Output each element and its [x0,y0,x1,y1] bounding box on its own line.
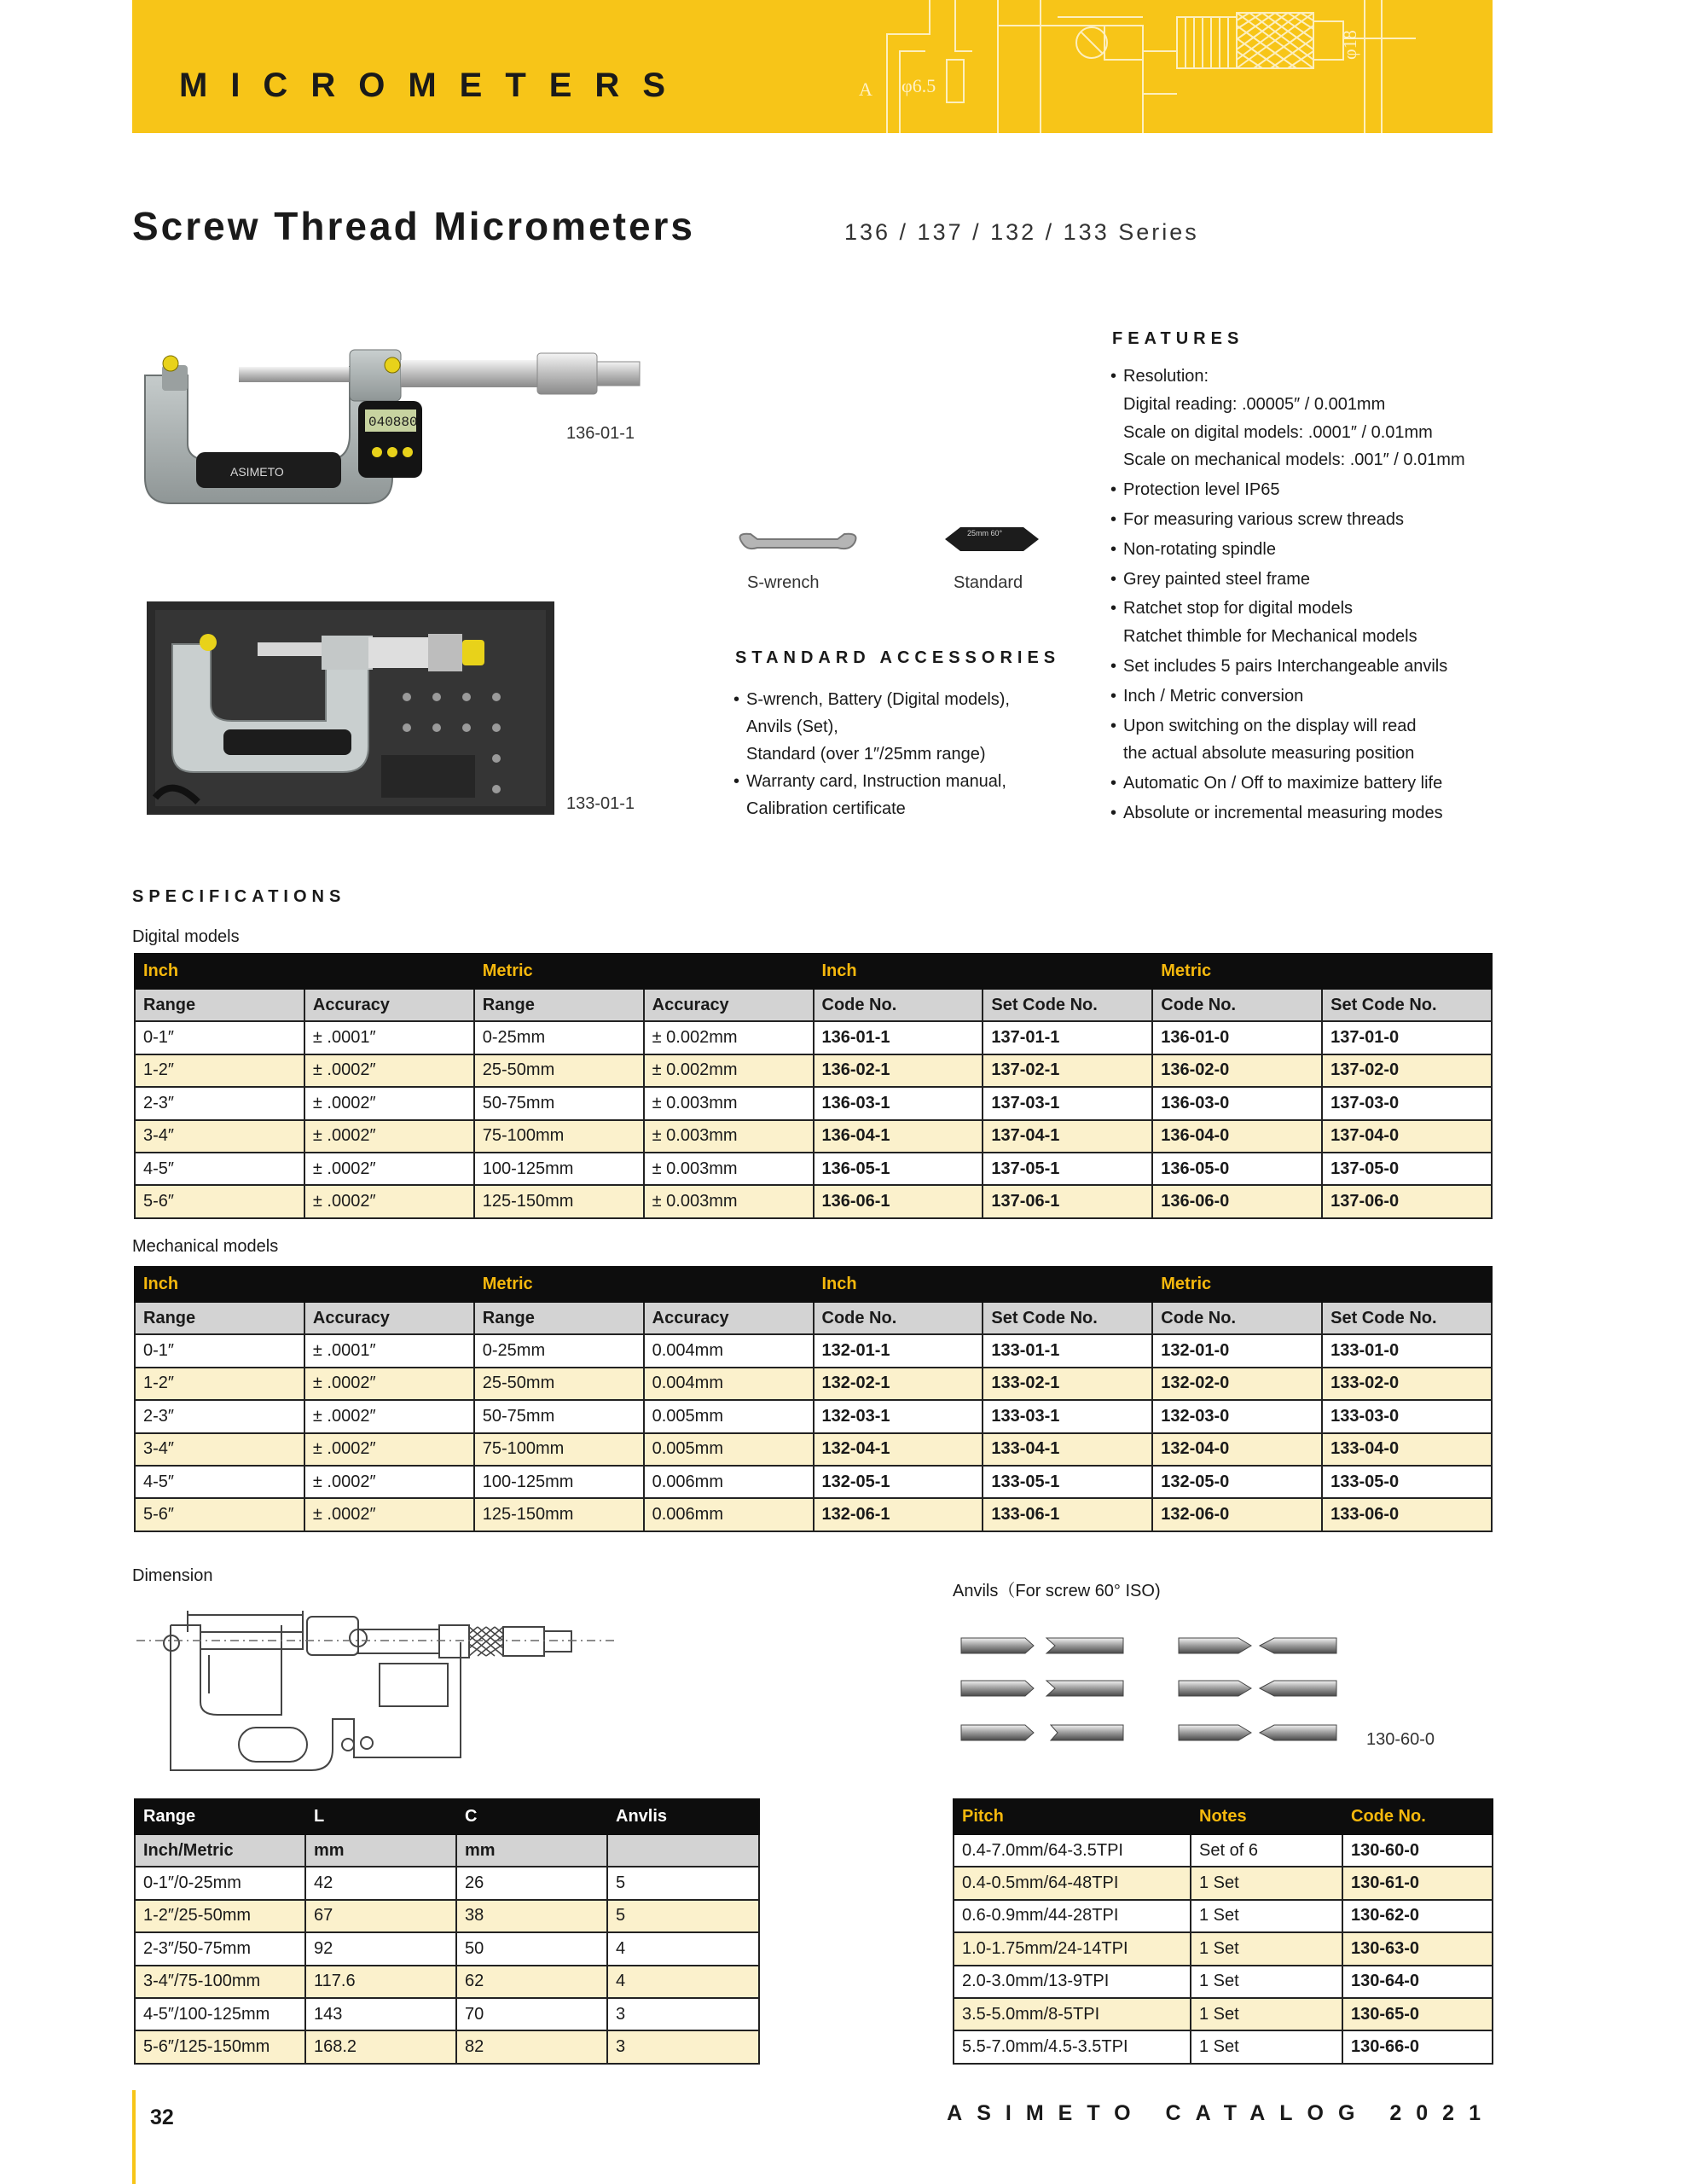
table-row [135,1334,1492,1367]
group-header: Metric [474,954,814,989]
table-cell: 4-5″/100-125mm [135,1998,305,2030]
table-cell: 50 [456,1932,607,1965]
table-cell: 100-125mm [474,1153,644,1185]
table-cell: 132-04-0 [1152,1433,1322,1466]
table-cell: 125-150mm [474,1185,644,1217]
table-cell: 136-03-1 [814,1087,983,1119]
table-cell: 133-02-1 [983,1368,1152,1400]
technical-drawing [819,0,1493,133]
table-cell: 5 [607,1867,759,1899]
table-row [135,1900,759,1932]
table-cell: 3-4″ [135,1120,304,1153]
table-row [954,2030,1493,2063]
table-cell: 38 [456,1900,607,1932]
column-header: Range [135,1302,304,1334]
table-cell: 4-5″ [135,1153,304,1185]
specifications-heading: SPECIFICATIONS [132,887,346,906]
table-cell: 132-05-0 [1152,1466,1322,1498]
accessories-list [733,686,1075,822]
table-cell: 2-3″/50-75mm [135,1932,305,1965]
feature-line: • Ratchet stop for digital models [1110,595,1503,623]
table-cell: 132-06-0 [1152,1498,1322,1531]
column-header: Code No. [814,989,983,1021]
table-cell: 130-61-0 [1342,1867,1493,1899]
table-cell: 3.5-5.0mm/8-5TPI [954,1998,1191,2030]
feature-line: • Automatic On / Off to maximize battery life [1110,770,1503,798]
column-header: Pitch [954,1799,1191,1834]
table-cell: 82 [456,2030,607,2063]
table-cell: ± .0002″ [304,1400,474,1432]
column-header: Notes [1191,1799,1342,1834]
table-cell: ± .0002″ [304,1368,474,1400]
table-cell: 137-01-0 [1322,1021,1492,1054]
table-cell: 133-02-0 [1322,1368,1492,1400]
table-cell: 137-06-0 [1322,1185,1492,1217]
table-cell: ± 0.002mm [644,1021,814,1054]
unit-cell: mm [305,1834,456,1867]
digital-spec-table [134,953,1493,1219]
table-cell: 75-100mm [474,1433,644,1466]
table-cell: 4 [607,1932,759,1965]
table-cell: 5-6″ [135,1185,304,1217]
table-row [135,1998,759,2030]
accessory-line: • S-wrench, Battery (Digital models), [733,686,1075,713]
table-cell: 5-6″/125-150mm [135,2030,305,2063]
table-cell: 133-06-1 [983,1498,1152,1531]
dimension-title: Dimension [132,1566,213,1585]
table-cell: 1-2″ [135,1368,304,1400]
column-header: Code No. [1152,989,1322,1021]
table-cell: 117.6 [305,1966,456,1998]
table-cell: 133-04-1 [983,1433,1152,1466]
feature-line: the actual absolute measuring position [1123,744,1415,764]
table-row [135,1153,1492,1185]
column-header-row [135,1302,1492,1334]
table-cell: 0.006mm [644,1466,814,1498]
s-wrench-image [735,527,863,561]
table-cell: 132-05-1 [814,1466,983,1498]
unit-cell: mm [456,1834,607,1867]
table-cell: ± .0002″ [304,1466,474,1498]
table-cell: 137-03-1 [983,1087,1152,1119]
table-cell: 1 Set [1191,1867,1342,1899]
group-header: Inch [135,954,474,989]
column-header: Code No. [1342,1799,1493,1834]
table-cell: 2-3″ [135,1087,304,1119]
table-cell: 0.004mm [644,1368,814,1400]
table-cell: 1 Set [1191,1900,1342,1932]
table-cell: 0-25mm [474,1021,644,1054]
table-row [954,1867,1493,1899]
table-cell: 132-06-1 [814,1498,983,1531]
table-cell: ± .0002″ [304,1054,474,1087]
table-row [135,1087,1492,1119]
column-header: C [456,1799,607,1834]
standard-engraving: 25mm 60° [967,529,1003,537]
table-row [954,1834,1493,1867]
table-cell: 5-6″ [135,1498,304,1531]
table-cell: 3 [607,2030,759,2063]
table-cell: 137-01-1 [983,1021,1152,1054]
table-cell: 1 Set [1191,1998,1342,2030]
table-cell: 0.6-0.9mm/44-28TPI [954,1900,1191,1932]
table-cell: ± .0002″ [304,1153,474,1185]
table-cell: 0-1″/0-25mm [135,1867,305,1899]
table-row [135,1400,1492,1432]
table-cell: 0-1″ [135,1334,304,1367]
accessory-line: Anvils (Set), [746,717,838,736]
catalog-label: ASIMETO CATALOG 2021 [947,2101,1495,2125]
table-cell: 0-1″ [135,1021,304,1054]
table-cell: 100-125mm [474,1466,644,1498]
group-header: Inch [135,1267,474,1302]
table-cell: 5.5-7.0mm/4.5-3.5TPI [954,2030,1191,2063]
table-cell: 132-03-1 [814,1400,983,1432]
table-cell: 136-05-1 [814,1153,983,1185]
table-cell: 133-03-1 [983,1400,1152,1432]
table-cell: 137-02-1 [983,1054,1152,1087]
column-header: Accuracy [304,1302,474,1334]
table-cell: 0.005mm [644,1400,814,1432]
group-header: Inch [814,1267,1153,1302]
feature-line: • For measuring various screw threads [1110,506,1503,534]
page-title: Screw Thread Micrometers [132,204,696,248]
lcd-reading: 040880 [368,415,418,430]
table-cell: 0.006mm [644,1498,814,1531]
table-cell: 137-03-0 [1322,1087,1492,1119]
table-cell: 137-02-0 [1322,1054,1492,1087]
table-cell: 125-150mm [474,1498,644,1531]
header-band [132,0,1493,133]
table-cell: ± 0.003mm [644,1185,814,1217]
mechanical-spec-table [134,1266,1493,1532]
table-cell: 3-4″ [135,1433,304,1466]
table-cell: 4 [607,1966,759,1998]
column-header: Range [135,989,304,1021]
table-row [954,1900,1493,1932]
table-cell: 168.2 [305,2030,456,2063]
table-cell: 136-05-0 [1152,1153,1322,1185]
table-cell: 130-62-0 [1342,1900,1493,1932]
table-cell: 3-4″/75-100mm [135,1966,305,1998]
table-cell: 137-06-1 [983,1185,1152,1217]
table-cell: ± .0001″ [304,1334,474,1367]
section-title: MICROMETERS [179,67,688,104]
anvils-caption: 130-60-0 [1366,1730,1435,1749]
column-header: Range [474,1302,644,1334]
table-cell: ± .0002″ [304,1498,474,1531]
standard-caption: Standard [954,573,1023,592]
column-header: Set Code No. [983,1302,1152,1334]
set-photo-caption: 133-01-1 [566,794,635,813]
table-cell: ± .0002″ [304,1433,474,1466]
brand-plate: ASIMETO [230,465,284,479]
table-cell: 75-100mm [474,1120,644,1153]
feature-line: Scale on digital models: .0001″ / 0.01mm [1123,422,1433,442]
accessory-line: Calibration certificate [746,799,906,818]
table-cell: 136-04-0 [1152,1120,1322,1153]
table-header-row [135,1799,759,1834]
table-cell: 132-01-0 [1152,1334,1322,1367]
table-cell: 2-3″ [135,1400,304,1432]
table-cell: 2.0-3.0mm/13-9TPI [954,1966,1191,1998]
feature-line: • Resolution: [1110,363,1503,391]
table-cell: 133-05-1 [983,1466,1152,1498]
table-row [135,1054,1492,1087]
feature-line: • Protection level IP65 [1110,476,1503,504]
table-cell: ± 0.003mm [644,1153,814,1185]
table-cell: 50-75mm [474,1087,644,1119]
table-row [135,2030,759,2063]
table-cell: 1 Set [1191,2030,1342,2063]
table-cell: 1.0-1.75mm/24-14TPI [954,1932,1191,1965]
table-cell: 50-75mm [474,1400,644,1432]
table-cell: 132-01-1 [814,1334,983,1367]
table-cell: 132-02-0 [1152,1368,1322,1400]
table-row [135,1867,759,1899]
standard-image [945,522,1039,556]
table-row [135,1433,1492,1466]
unit-cell: Inch/Metric [135,1834,305,1867]
table-cell: 133-01-1 [983,1334,1152,1367]
table-cell: ± .0002″ [304,1185,474,1217]
dimension-drawing [136,1608,614,1774]
features-list [1110,363,1503,828]
table-cell: 25-50mm [474,1368,644,1400]
table-row [135,1466,1492,1498]
table-row [135,1966,759,1998]
table-cell: ± 0.003mm [644,1087,814,1119]
series-label: 136 / 137 / 132 / 133 Series [844,219,1199,245]
table-cell: 67 [305,1900,456,1932]
table-cell: 136-03-0 [1152,1087,1322,1119]
feature-line: Scale on mechanical models: .001″ / 0.01mm [1123,450,1465,470]
accessory-line: • Warranty card, Instruction manual, [733,768,1075,795]
table-cell: 136-04-1 [814,1120,983,1153]
table-cell: 136-06-0 [1152,1185,1322,1217]
accessory-line: Standard (over 1″/25mm range) [746,745,986,764]
unit-cell [607,1834,759,1867]
table-cell: 130-60-0 [1342,1834,1493,1867]
table-cell: 0.4-0.5mm/64-48TPI [954,1867,1191,1899]
digital-photo-caption: 136-01-1 [566,424,635,443]
table-row [135,1021,1492,1054]
group-header-row [135,1267,1492,1302]
table-row [135,1368,1492,1400]
column-header-row [135,989,1492,1021]
table-cell: 42 [305,1867,456,1899]
s-wrench-caption: S-wrench [747,573,820,592]
table-cell: 130-63-0 [1342,1932,1493,1965]
table-cell: 132-03-0 [1152,1400,1322,1432]
group-header: Metric [1152,1267,1492,1302]
table-cell: 136-02-0 [1152,1054,1322,1087]
column-header: Accuracy [304,989,474,1021]
feature-line: Ratchet thimble for Mechanical models [1123,627,1417,647]
drawing-label-a: A [859,78,872,100]
group-header-row [135,954,1492,989]
table-cell: 130-64-0 [1342,1966,1493,1998]
units-row [135,1834,759,1867]
table-cell: 26 [456,1867,607,1899]
table-row [954,1932,1493,1965]
table-cell: 136-06-1 [814,1185,983,1217]
table-cell: 3 [607,1998,759,2030]
table-row [135,1932,759,1965]
table-cell: 4-5″ [135,1466,304,1498]
table-cell: 136-02-1 [814,1054,983,1087]
feature-line: • Grey painted steel frame [1110,566,1503,594]
table-cell: 132-02-1 [814,1368,983,1400]
page-number: 32 [150,2106,174,2129]
table-row [135,1498,1492,1531]
table-row [135,1120,1492,1153]
micrometer-set-photo [147,601,554,815]
column-header: Set Code No. [1322,989,1492,1021]
group-header: Inch [814,954,1153,989]
table-cell: ± .0002″ [304,1120,474,1153]
table-cell: 5 [607,1900,759,1932]
table-cell: 92 [305,1932,456,1965]
column-header: Range [135,1799,305,1834]
table-row [954,1966,1493,1998]
column-header: L [305,1799,456,1834]
table-cell: 1 Set [1191,1966,1342,1998]
table-row [954,1998,1493,2030]
drawing-label-diameter-large: φ18 [1339,30,1360,60]
feature-line: • Absolute or incremental measuring modes [1110,799,1503,828]
group-header: Metric [1152,954,1492,989]
table-cell: 1-2″ [135,1054,304,1087]
table-cell: 133-04-0 [1322,1433,1492,1466]
table-cell: 132-04-1 [814,1433,983,1466]
digital-models-title: Digital models [132,927,240,946]
table-cell: 0.005mm [644,1433,814,1466]
feature-line: • Inch / Metric conversion [1110,682,1503,711]
table-cell: 1 Set [1191,1932,1342,1965]
table-cell: 133-01-0 [1322,1334,1492,1367]
table-cell: ± 0.002mm [644,1054,814,1087]
footer-accent-bar [132,2090,136,2184]
anvils-image [957,1634,1349,1753]
features-heading: FEATURES [1112,329,1244,348]
column-header: Code No. [1152,1302,1322,1334]
mechanical-models-title: Mechanical models [132,1237,279,1256]
table-cell: 137-04-1 [983,1120,1152,1153]
table-cell: ± .0002″ [304,1087,474,1119]
table-cell: 137-05-0 [1322,1153,1492,1185]
column-header: Range [474,989,644,1021]
feature-line: • Upon switching on the display will read [1110,712,1503,741]
table-cell: 137-05-1 [983,1153,1152,1185]
table-cell: 0.4-7.0mm/64-3.5TPI [954,1834,1191,1867]
column-header: Accuracy [644,989,814,1021]
column-header: Accuracy [644,1302,814,1334]
table-cell: 25-50mm [474,1054,644,1087]
table-cell: 130-65-0 [1342,1998,1493,2030]
table-cell: 130-66-0 [1342,2030,1493,2063]
table-cell: 136-01-1 [814,1021,983,1054]
group-header: Metric [474,1267,814,1302]
table-cell: 143 [305,1998,456,2030]
anvils-title: Anvils（For screw 60° ISO) [953,1582,1161,1600]
table-cell: Set of 6 [1191,1834,1342,1867]
table-cell: 137-04-0 [1322,1120,1492,1153]
feature-line: Digital reading: .00005″ / 0.001mm [1123,394,1386,414]
table-cell: 70 [456,1998,607,2030]
dimension-table [134,1798,760,2065]
table-header-row [954,1799,1493,1834]
table-cell: ± 0.003mm [644,1120,814,1153]
table-cell: 1-2″/25-50mm [135,1900,305,1932]
feature-line: • Set includes 5 pairs Interchangeable anvils [1110,653,1503,681]
anvils-table [953,1798,1493,2065]
table-cell: 133-03-0 [1322,1400,1492,1432]
table-cell: 0-25mm [474,1334,644,1367]
table-cell: 0.004mm [644,1334,814,1367]
column-header: Set Code No. [1322,1302,1492,1334]
column-header: Set Code No. [983,989,1152,1021]
table-cell: 136-01-0 [1152,1021,1322,1054]
table-row [135,1185,1492,1217]
table-cell: 62 [456,1966,607,1998]
table-cell: ± .0001″ [304,1021,474,1054]
table-cell: 133-05-0 [1322,1466,1492,1498]
drawing-label-diameter-small: φ6.5 [901,75,936,96]
feature-line: • Non-rotating spindle [1110,536,1503,564]
accessories-heading: STANDARD ACCESSORIES [735,648,1061,667]
column-header: Code No. [814,1302,983,1334]
column-header: Anvlis [607,1799,759,1834]
table-cell: 133-06-0 [1322,1498,1492,1531]
